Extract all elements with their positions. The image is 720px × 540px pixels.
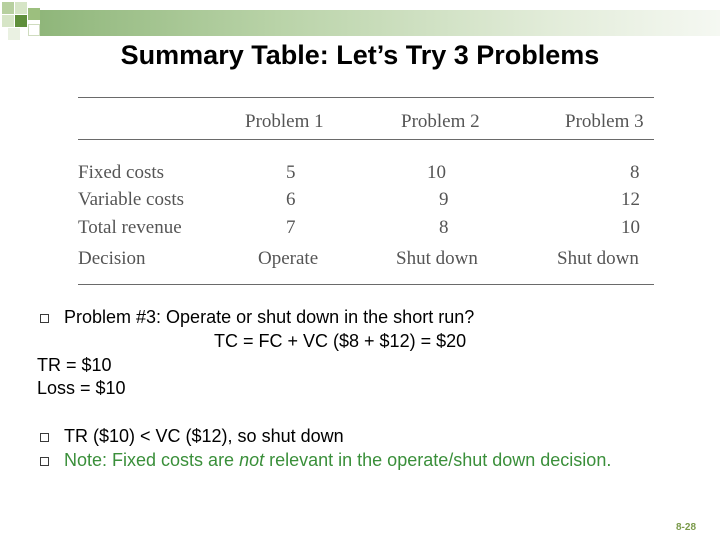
table-cell: 12 xyxy=(621,189,640,210)
bullet-square-icon xyxy=(40,314,49,323)
table-cell: Shut down xyxy=(557,248,639,269)
table-cell: 8 xyxy=(439,217,449,238)
bullet-square-icon xyxy=(40,433,49,442)
slide-title: Summary Table: Let’s Try 3 Problems xyxy=(120,40,600,70)
bullet-square-icon xyxy=(40,457,49,466)
header-squares-decoration xyxy=(2,2,42,42)
header-bar xyxy=(40,10,720,36)
table-header: Problem 3 xyxy=(565,111,644,132)
bullet-text: Problem #3: Operate or shut down in the short run? xyxy=(64,307,475,327)
bullet-text-note xyxy=(64,450,611,471)
page-number: 8-28 xyxy=(675,522,696,533)
row-label: Fixed costs xyxy=(78,162,165,183)
table-cell: Operate xyxy=(258,248,319,269)
table-cell: 10 xyxy=(427,162,446,183)
table-cell: 9 xyxy=(439,189,449,210)
bullet-text-continuation: TC = FC + VC ($8 + $12) = $20 xyxy=(214,331,467,351)
table-top-rule xyxy=(78,97,654,98)
note-emphasis: not xyxy=(239,450,265,470)
row-label: Total revenue xyxy=(78,217,182,238)
table-cell: 6 xyxy=(286,189,296,210)
table-cell: Shut down xyxy=(396,248,478,269)
note-text-end: relevant in the operate/shut down decision. xyxy=(264,450,612,470)
table-bottom-rule xyxy=(78,284,654,285)
row-label: Decision xyxy=(78,248,146,269)
table-cell: 7 xyxy=(286,217,296,238)
tr-line: TR = $10 xyxy=(37,355,112,375)
note-text-start: Note: Fixed costs are xyxy=(64,450,240,470)
bullet-text: TR ($10) < VC ($12), so shut down xyxy=(64,426,344,446)
table-cell: 8 xyxy=(630,162,640,183)
table-cell: 10 xyxy=(621,217,640,238)
table-header: Problem 2 xyxy=(401,111,480,132)
row-label: Variable costs xyxy=(78,189,185,210)
table-header-rule xyxy=(78,139,654,140)
loss-line: Loss = $10 xyxy=(37,378,126,398)
table-cell: 5 xyxy=(286,162,296,183)
table-header: Problem 1 xyxy=(245,111,324,132)
